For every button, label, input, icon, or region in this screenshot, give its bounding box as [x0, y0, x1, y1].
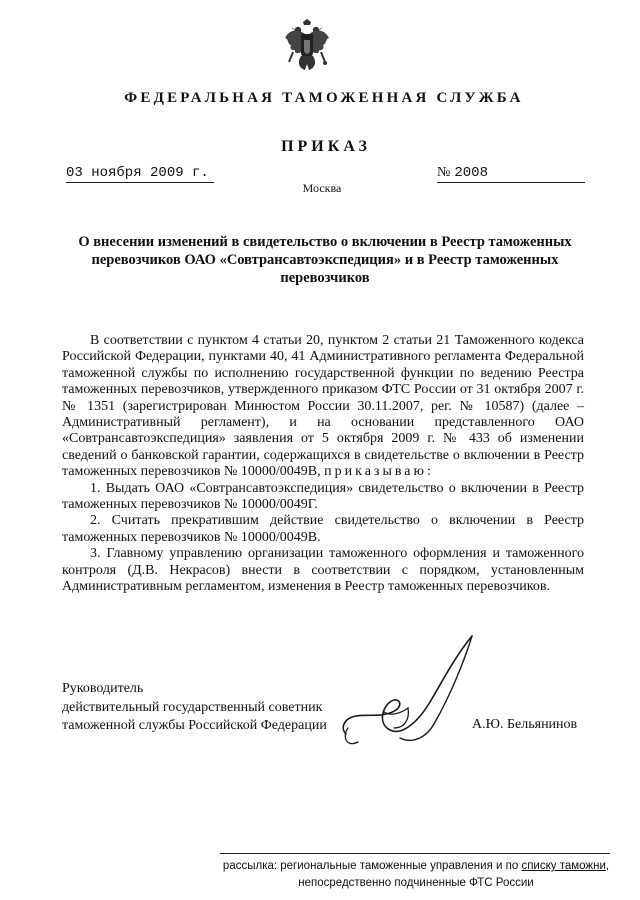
order-item-1: 1. Выдать ОАО «Совтрансавтоэкспедиция» свидетельство о включении в Реестр таможенных перевозчиков № 10000/0049Г. — [62, 480, 584, 513]
customs-list-link[interactable]: списку таможни — [521, 860, 606, 872]
order-subject: О внесении изменений в свидетельство о включении в Реестр таможенных перевозчиков ОАО «Совтрансавтоэкспедиция» и в Реестр таможенных перевозчиков — [78, 234, 572, 286]
distribution-prefix: рассылка: региональные таможенные управления и по — [222, 860, 522, 872]
preamble-paragraph — [62, 333, 584, 481]
distribution-line-1 — [220, 858, 612, 875]
position-line-1: Руководитель — [62, 681, 144, 696]
footer-divider — [220, 853, 610, 854]
document-type: ПРИКАЗ — [281, 138, 371, 155]
handwritten-signature — [338, 632, 478, 760]
position-line-3: таможенной службы Российской Федерации — [62, 718, 327, 733]
distribution-line-2: непосредственно подчиненные ФТС России — [298, 877, 534, 889]
order-item-3: 3. Главному управлению организации таможенного оформления и таможенного контроля (Д.В. Некрасов) внести в соответствии с порядком, установленным Административным регламентом, изменения в Реестр таможенных перевозчиков. — [62, 546, 584, 595]
distribution-list — [220, 858, 612, 892]
signatory-position — [62, 680, 362, 736]
russian-double-headed-eagle-icon — [283, 18, 331, 74]
distribution-suffix: , — [605, 860, 610, 872]
order-word: приказываю: — [324, 464, 434, 480]
preamble-text: В соответствии с пунктом 4 статьи 20, пунктом 2 статьи 21 Таможенного кодекса Российской Федерации, пунктами 40, 41 Административного регламента Федеральной таможенной службы по исполнению государственной функции по ведению Реестра таможенных перевозчиков, утвержденного приказом ФТС России от 31 октября 2007 г. № 1351 (зарегистрирован Минюстом России 30.11.2007, рег. № 10587) (далее – Административный регламент), и на основании представленного ОАО «Совтрансавтоэкспедиция» заявления от 5 октября 2009 г. № 433 об изменении сведений о банковской гарантии, содержащихся в свидетельстве о включении в Реестр таможенных перевозчиков № 10000/0049В, — [62, 333, 584, 480]
order-body — [62, 333, 584, 596]
signatory-name: А.Ю. Бельянинов — [472, 717, 578, 732]
number-prefix: № — [437, 165, 451, 180]
order-date: 03 ноября 2009 г. — [66, 164, 214, 183]
number-value: 2008 — [454, 165, 488, 181]
order-item-2: 2. Считать прекратившим действие свидетельство о включении в Реестр таможенных перевозчиков № 10000/0049В. — [62, 513, 584, 545]
position-line-2: действительный государственный советник — [62, 699, 323, 715]
city: Москва — [302, 181, 342, 195]
agency-name: ФЕДЕРАЛЬНАЯ ТАМОЖЕННАЯ СЛУЖБА — [124, 90, 524, 106]
